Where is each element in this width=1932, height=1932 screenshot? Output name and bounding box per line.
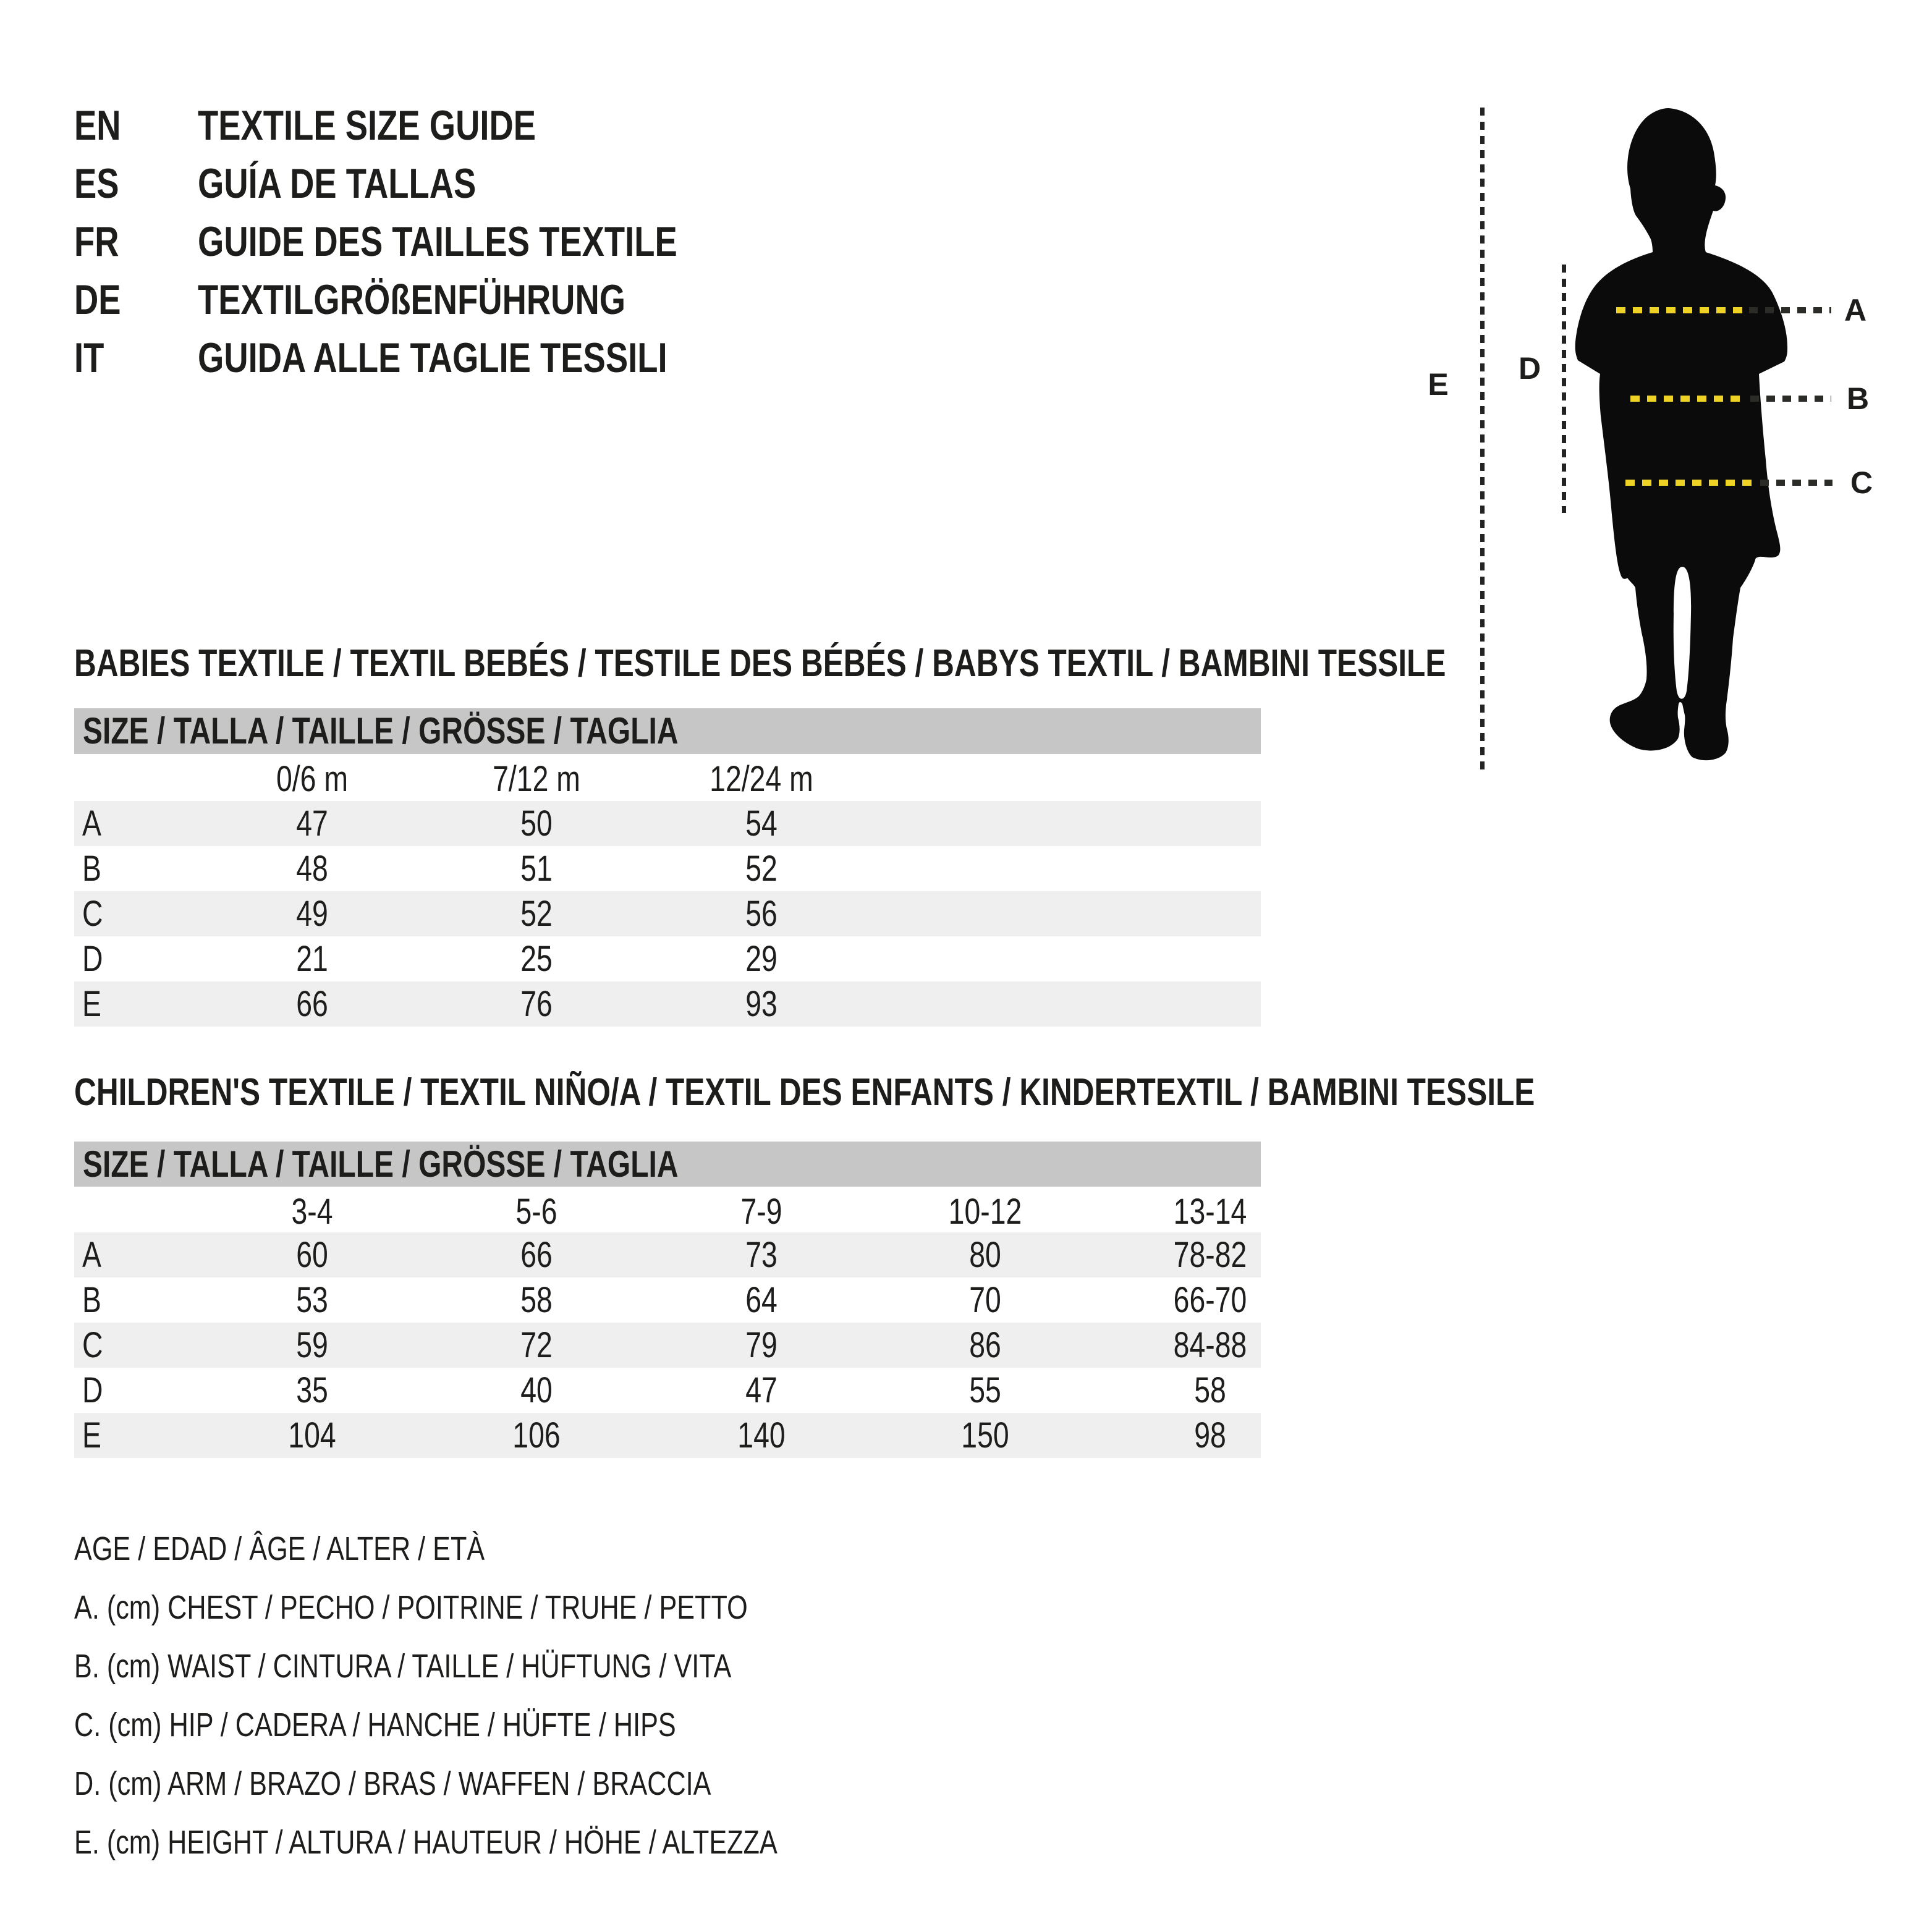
children-col-10-12: 10-12 bbox=[948, 1192, 1022, 1232]
value-cell: 104 bbox=[288, 1415, 336, 1455]
value-cell: 55 bbox=[969, 1370, 1001, 1410]
language-title-block bbox=[74, 96, 797, 387]
row-label-a: A bbox=[82, 803, 101, 844]
babies-column-header-row bbox=[74, 759, 1261, 800]
value-cell: 76 bbox=[520, 984, 553, 1024]
babies-size-header-text: SIZE / TALLA / TAILLE / GRÖSSE / TAGLIA bbox=[83, 710, 679, 752]
table-row-e bbox=[74, 1413, 1261, 1458]
value-cell: 70 bbox=[969, 1280, 1001, 1320]
table-row-d bbox=[74, 1368, 1261, 1413]
babies-size-header-bar bbox=[74, 708, 1261, 754]
hip-line-yellow-dashes bbox=[1625, 480, 1754, 486]
value-cell: 98 bbox=[1194, 1415, 1226, 1455]
babies-col-7-12m: 7/12 m bbox=[493, 759, 580, 799]
value-cell: 150 bbox=[961, 1415, 1009, 1455]
lang-code-it: IT bbox=[74, 334, 104, 381]
hip-line-dark-dashes bbox=[1760, 480, 1832, 486]
table-row-b bbox=[74, 1277, 1261, 1323]
table-row-d bbox=[74, 936, 1261, 981]
lang-row-de bbox=[74, 271, 797, 329]
value-cell: 29 bbox=[745, 939, 777, 979]
value-cell: 58 bbox=[1194, 1370, 1226, 1410]
value-cell: 40 bbox=[520, 1370, 553, 1410]
value-cell: 84-88 bbox=[1173, 1325, 1247, 1365]
page-title-it: GUIDA ALLE TAGLIE TESSILI bbox=[198, 334, 667, 381]
babies-section-title bbox=[74, 642, 1789, 685]
children-col-7-9: 7-9 bbox=[740, 1192, 782, 1232]
figure-label-chest: A bbox=[1844, 293, 1867, 328]
chest-line-dark-dashes bbox=[1749, 307, 1831, 313]
legend-age-text: AGE / EDAD / ÂGE / ALTER / ETÀ bbox=[74, 1530, 485, 1567]
lang-code-fr: FR bbox=[74, 218, 119, 265]
legend-hip-text: C. (cm) HIP / CADERA / HANCHE / HÜFTE / HIPS bbox=[74, 1706, 676, 1743]
table-row-c bbox=[74, 891, 1261, 936]
legend-arm-text: D. (cm) ARM / BRAZO / BRAS / WAFFEN / BRACCIA bbox=[74, 1765, 711, 1802]
figure-label-height: E bbox=[1428, 367, 1449, 402]
legend-waist bbox=[74, 1637, 953, 1695]
figure-label-hip: C bbox=[1850, 465, 1873, 500]
babies-section-title-text: BABIES TEXTILE / TEXTIL BEBÉS / TESTILE DES BÉBÉS / BABYS TEXTIL / BAMBINI TESSILE bbox=[74, 642, 1446, 685]
legend-height bbox=[74, 1813, 953, 1871]
page-title-en: TEXTILE SIZE GUIDE bbox=[198, 102, 536, 149]
value-cell: 60 bbox=[296, 1235, 328, 1275]
legend-age bbox=[74, 1519, 953, 1578]
row-label-b: B bbox=[82, 849, 101, 889]
figure-label-arm: D bbox=[1518, 351, 1541, 386]
value-cell: 73 bbox=[745, 1235, 777, 1275]
value-cell: 93 bbox=[745, 984, 777, 1024]
children-size-header-text: SIZE / TALLA / TAILLE / GRÖSSE / TAGLIA bbox=[83, 1143, 679, 1185]
value-cell: 140 bbox=[737, 1415, 786, 1455]
row-label-a: A bbox=[82, 1235, 101, 1275]
row-label-d: D bbox=[82, 1370, 103, 1410]
legend-height-text: E. (cm) HEIGHT / ALTURA / HAUTEUR / HÖHE / ALTEZZA bbox=[74, 1823, 777, 1861]
row-label-c: C bbox=[82, 894, 103, 934]
legend-waist-text: B. (cm) WAIST / CINTURA / TAILLE / HÜFTUNG / VITA bbox=[74, 1647, 732, 1685]
row-label-c: C bbox=[82, 1325, 103, 1365]
lang-code-es: ES bbox=[74, 160, 119, 207]
table-row-c bbox=[74, 1323, 1261, 1368]
children-section-title-text: CHILDREN'S TEXTILE / TEXTIL NIÑO/A / TEXTIL DES ENFANTS / KINDERTEXTIL / BAMBINI TESSILE bbox=[74, 1071, 1535, 1114]
children-column-header-row bbox=[74, 1192, 1261, 1232]
value-cell: 47 bbox=[745, 1370, 777, 1410]
value-cell: 80 bbox=[969, 1235, 1001, 1275]
value-cell: 64 bbox=[745, 1280, 777, 1320]
row-label-e: E bbox=[82, 984, 101, 1024]
page-title-de: TEXTILGRÖßENFÜHRUNG bbox=[198, 276, 626, 323]
value-cell: 58 bbox=[520, 1280, 553, 1320]
value-cell: 49 bbox=[296, 894, 328, 934]
table-row-b bbox=[74, 846, 1261, 891]
lang-row-es bbox=[74, 155, 797, 213]
measurement-legend bbox=[74, 1519, 953, 1871]
legend-arm bbox=[74, 1754, 953, 1813]
lang-row-en bbox=[74, 96, 797, 155]
value-cell: 53 bbox=[296, 1280, 328, 1320]
value-cell: 25 bbox=[520, 939, 553, 979]
lang-row-it bbox=[74, 329, 797, 387]
legend-chest bbox=[74, 1578, 953, 1637]
waist-line-dark-dashes bbox=[1750, 396, 1831, 402]
value-cell: 78-82 bbox=[1173, 1235, 1247, 1275]
children-col-13-14: 13-14 bbox=[1173, 1192, 1247, 1232]
page-title-fr: GUIDE DES TAILLES TEXTILE bbox=[198, 218, 677, 265]
lang-row-fr bbox=[74, 213, 797, 271]
babies-col-12-24m: 12/24 m bbox=[710, 759, 813, 799]
value-cell: 59 bbox=[296, 1325, 328, 1365]
children-size-header-bar bbox=[74, 1142, 1261, 1187]
value-cell: 66-70 bbox=[1173, 1280, 1247, 1320]
waist-line-yellow-dashes bbox=[1630, 396, 1744, 402]
lang-code-en: EN bbox=[74, 102, 121, 149]
babies-col-0-6m: 0/6 m bbox=[276, 759, 349, 799]
value-cell: 50 bbox=[520, 803, 553, 844]
value-cell: 52 bbox=[520, 894, 553, 934]
value-cell: 47 bbox=[296, 803, 328, 844]
table-row-e bbox=[74, 981, 1261, 1027]
children-col-3-4: 3-4 bbox=[291, 1192, 333, 1232]
children-col-5-6: 5-6 bbox=[515, 1192, 557, 1232]
table-row-a bbox=[74, 1232, 1261, 1277]
arm-measure-dotted-line bbox=[1562, 265, 1566, 513]
children-table bbox=[74, 1232, 1261, 1458]
value-cell: 66 bbox=[296, 984, 328, 1024]
value-cell: 54 bbox=[745, 803, 777, 844]
value-cell: 52 bbox=[745, 849, 777, 889]
legend-hip bbox=[74, 1695, 953, 1754]
value-cell: 48 bbox=[296, 849, 328, 889]
row-label-e: E bbox=[82, 1415, 101, 1455]
lang-code-de: DE bbox=[74, 276, 121, 323]
value-cell: 72 bbox=[520, 1325, 553, 1365]
row-label-d: D bbox=[82, 939, 103, 979]
value-cell: 51 bbox=[520, 849, 553, 889]
value-cell: 66 bbox=[520, 1235, 553, 1275]
value-cell: 21 bbox=[296, 939, 328, 979]
figure-label-waist: B bbox=[1846, 381, 1870, 416]
children-section-title bbox=[74, 1071, 1900, 1114]
page-title-es: GUÍA DE TALLAS bbox=[198, 160, 477, 207]
value-cell: 35 bbox=[296, 1370, 328, 1410]
value-cell: 106 bbox=[512, 1415, 561, 1455]
chest-line-yellow-dashes bbox=[1616, 307, 1743, 313]
value-cell: 56 bbox=[745, 894, 777, 934]
value-cell: 79 bbox=[745, 1325, 777, 1365]
babies-table bbox=[74, 801, 1261, 1027]
legend-chest-text: A. (cm) CHEST / PECHO / POITRINE / TRUHE / PETTO bbox=[74, 1588, 748, 1626]
value-cell: 86 bbox=[969, 1325, 1001, 1365]
table-row-a bbox=[74, 801, 1261, 846]
row-label-b: B bbox=[82, 1280, 101, 1320]
